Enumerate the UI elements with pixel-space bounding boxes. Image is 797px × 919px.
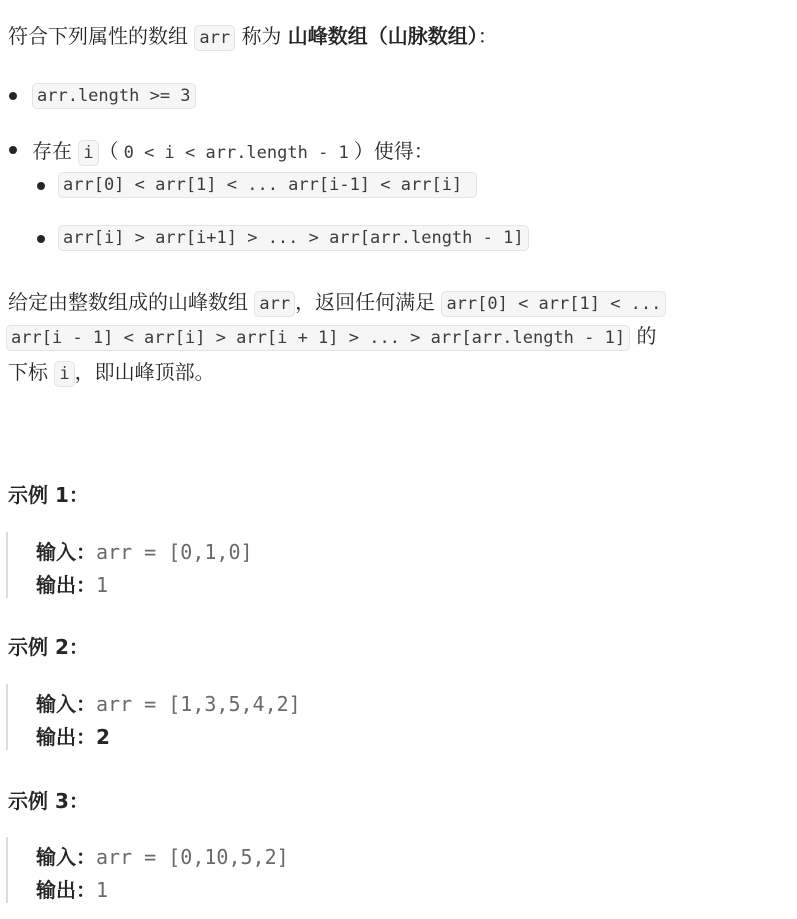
task-prefix: 给定由整数组成的山峰数组 — [8, 290, 248, 314]
code-range: 0 < i < arr.length - 1 — [123, 143, 349, 163]
sub-bullet-dot — [37, 235, 45, 243]
bullet-exists — [32, 135, 434, 164]
example-2-title: 示例 2： — [8, 635, 89, 659]
code-condition-part1: arr[0] < arr[1] < ... — [441, 291, 666, 317]
output-label: 输出： — [36, 573, 96, 597]
code-increasing: arr[0] < arr[1] < ... arr[i-1] < arr[i] — [58, 172, 477, 198]
output-value: 2 — [96, 725, 110, 749]
task-middle: ，返回任何满足 — [295, 290, 436, 314]
code-length-condition: arr.length >= 3 — [32, 83, 196, 109]
intro-middle: 称为 — [241, 24, 282, 48]
output-value: 1 — [96, 878, 109, 902]
exists-prefix: 存在 — [32, 139, 72, 163]
task-line-2 — [6, 320, 656, 349]
paren-close: ）使得： — [353, 139, 434, 163]
intro-suffix: ： — [477, 24, 498, 48]
intro-bold-term: 山峰数组（山脉数组） — [287, 24, 478, 48]
example-1-title: 示例 1： — [8, 483, 89, 507]
input-value: arr = [1,3,5,4,2] — [96, 692, 301, 716]
bullet-dot — [9, 92, 17, 100]
task-line-3 — [8, 356, 215, 385]
paren-open: （ — [98, 139, 119, 163]
input-value: arr = [0,10,5,2] — [96, 845, 289, 869]
task-after: 的 — [636, 324, 657, 348]
sub-bullet-increasing — [58, 171, 477, 195]
input-label: 输入： — [36, 692, 96, 716]
example-3-input — [36, 841, 289, 870]
output-value: 1 — [96, 573, 109, 597]
task-line3-prefix: 下标 — [8, 360, 48, 384]
example-1-input — [36, 536, 253, 565]
code-condition-part2: arr[i - 1] < arr[i] > arr[i + 1] > ... > arr[arr.length - 1] — [6, 325, 630, 351]
intro-prefix: 符合下列属性的数组 — [8, 24, 188, 48]
intro-line — [8, 20, 498, 49]
code-decreasing: arr[i] > arr[i+1] > ... > arr[arr.length - 1] — [58, 225, 529, 251]
example-3-output — [36, 874, 108, 903]
code-i: i — [78, 140, 98, 166]
output-label: 输出： — [36, 878, 96, 902]
bullet-dot — [9, 146, 17, 154]
output-label: 输出： — [36, 725, 96, 749]
bullet-length — [32, 82, 196, 106]
intro-code-arr: arr — [194, 25, 235, 51]
sub-bullet-decreasing — [58, 224, 529, 248]
input-label: 输入： — [36, 845, 96, 869]
example-1-block — [6, 532, 408, 598]
task-line3-suffix: ，即山峰顶部。 — [74, 360, 215, 384]
example-2-input — [36, 688, 301, 717]
sub-bullet-dot — [37, 182, 45, 190]
code-index-i: i — [54, 361, 74, 387]
task-line-1 — [8, 286, 666, 315]
input-value: arr = [0,1,0] — [96, 540, 253, 564]
example-1-output — [36, 569, 108, 598]
code-arr: arr — [254, 291, 295, 317]
input-label: 输入： — [36, 540, 96, 564]
example-2-block — [6, 684, 408, 750]
example-3-title: 示例 3： — [8, 789, 89, 813]
example-2-output — [36, 721, 110, 750]
example-3-block — [6, 837, 408, 903]
